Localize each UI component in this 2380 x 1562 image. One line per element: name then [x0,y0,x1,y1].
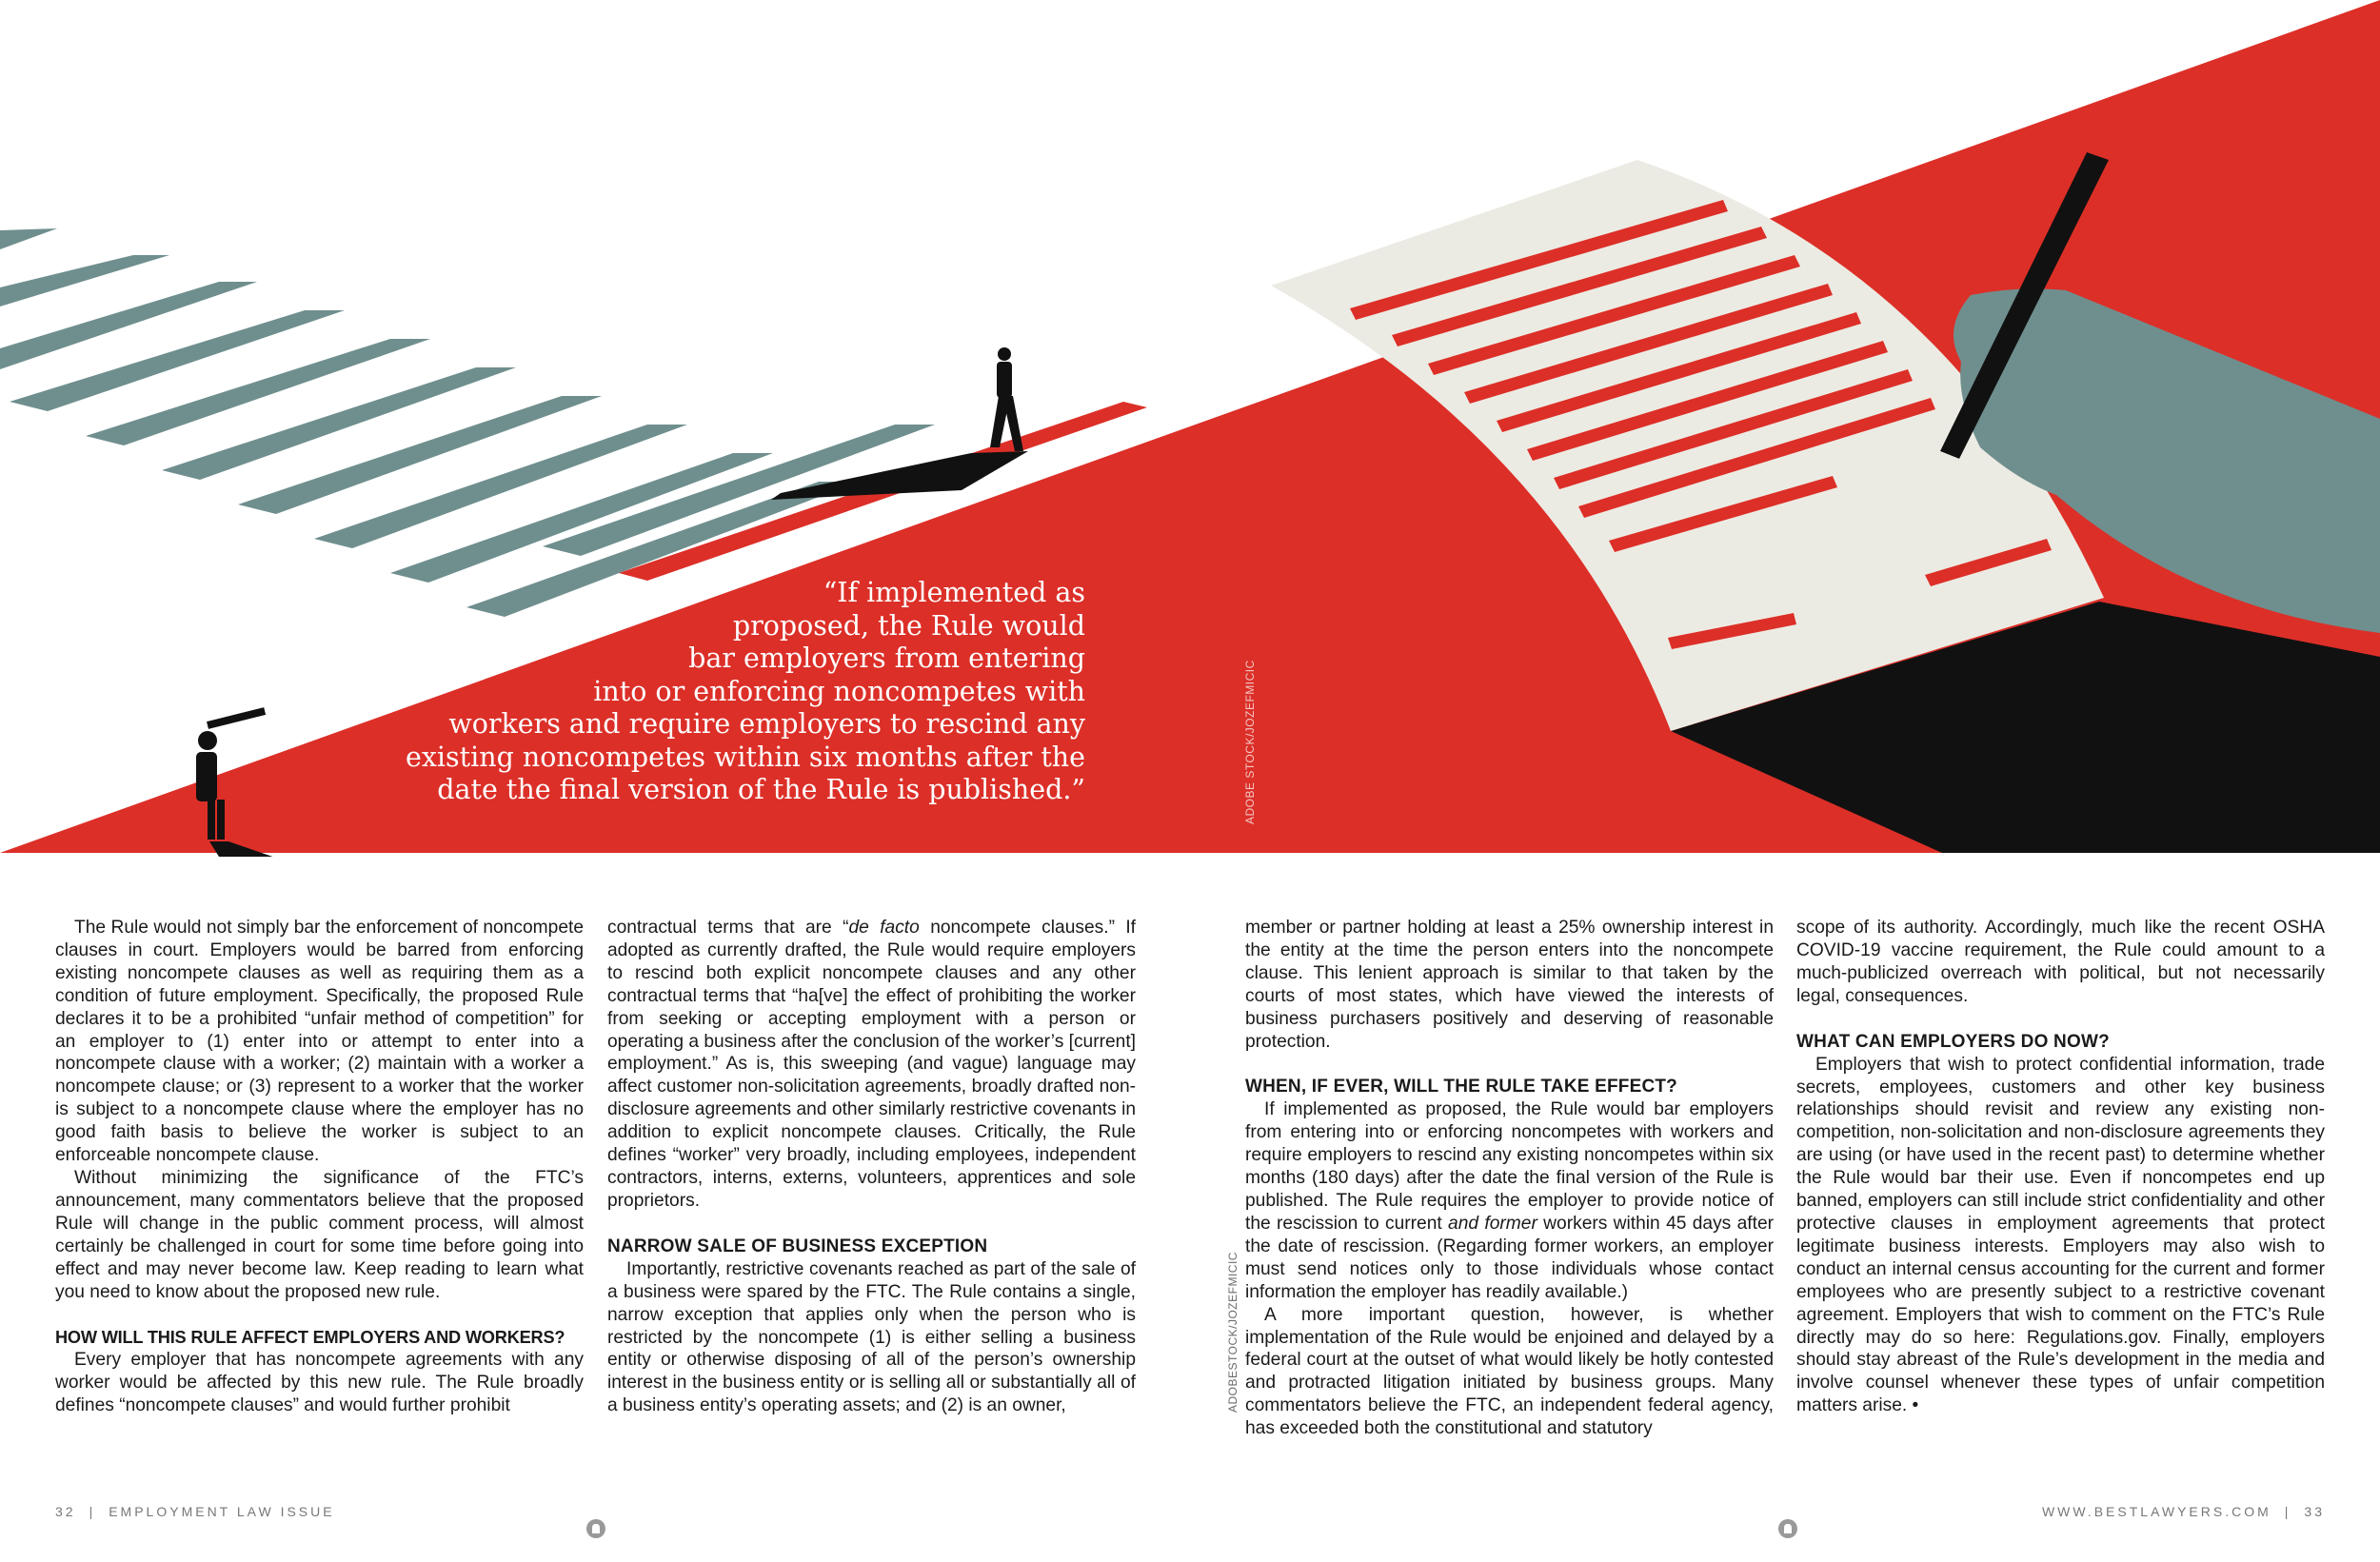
paragraph: A more important question, however, is whether implementation of the Rule would be enjoined and delayed by a federal court at the outset of what would likely be hotly contested and protracted litigation initiated by business groups. Many commentators believe the FTC, an independent federal agency, has exceeded both the constitutional and statutory [1245,1304,1774,1439]
pull-quote-line: workers and require employers to rescind any [448,708,1085,740]
photo-credit: ADOBE STOCK/JOZEFMICIC [1243,660,1257,824]
text-run: If implemented as proposed, the Rule would bar employers from entering into or enforcing noncompetes with workers and require employers to rescind any existing noncompetes within six months (180 days) after the date the final version of the Rule is published. The Rule requires the employer to provide notice of the rescission to current [1245,1099,1774,1234]
pull-quote-line: proposed, the Rule would [732,609,1085,642]
page-number: 32 [55,1504,76,1519]
article-column-2 [607,917,1136,1417]
article-column-4 [1796,917,2325,1417]
pull-quote-line: date the final version of the Rule is published.” [437,774,1085,805]
section-heading: NARROW SALE OF BUSINESS EXCEPTION [607,1236,988,1256]
italic-run: de facto [848,918,920,938]
paragraph: scope of its authority. Accordingly, much like the recent OSHA COVID-19 vaccine requirement, the Rule could amount to a much-publicized overreach with political, but not necessarily legal, consequences. [1796,918,2325,1006]
article-column-3 [1245,917,1774,1440]
footer-right [2042,1504,2325,1519]
text-run: workers within 45 days after the date of rescission. (Regarding former workers, an employer must send notices only to those individuals whose contact information the employer has readily available.) [1245,1213,1775,1302]
article-column-1 [55,917,584,1417]
pull-quote-line: into or enforcing noncompetes with [593,675,1085,707]
paragraph [1245,1098,1774,1303]
section-heading: WHEN, IF EVER, WILL THE RULE TAKE EFFECT? [1245,1077,1677,1097]
pull-quote-line: bar employers from entering [688,643,1085,674]
registration-mark-icon [586,1519,605,1538]
striped-path [0,228,935,617]
divider: | [89,1504,96,1519]
registration-mark-icon [1778,1519,1797,1538]
paragraph: Importantly, restrictive covenants reached as part of the sale of a business were spared by the FTC. The Rule contains a single, narrow exception that applies only when the person who is restricted by the noncompete (1) is either selling a business entity or otherwise disposing of all of the person’s ownership interest in the business entity or is selling all or substantially all of a business entity’s operating assets; and (2) is an owner, [607,1258,1136,1416]
website: WWW.BESTLAWYERS.COM [2041,1504,2271,1519]
footer-left [55,1504,335,1519]
paragraph: member or partner holding at least a 25% ownership interest in the entity at the time the person enters into the noncompete clause. This lenient approach is similar to that taken by the courts of most states, which have viewed the interests of business purchasers positively and deserving of reasonable protection. [1245,918,1774,1052]
paragraph: The Rule would not simply bar the enforcement of noncompete clauses in court. Employers would be barred from enforcing existing noncompete clauses as well as requiring them as a condition of future employment. Specifically, the proposed Rule declares it to be a prohibited “unfair method of competition” for an employer to (1) enter into or attempt to enter into a noncompete clause with a worker; (2) maintain with a worker a noncompete clause; or (3) represent to a worker that the worker is subject to a noncompete clause where the employer has no good faith basis to believe the worker is subject to an enforceable noncompete clause. [55,918,584,1166]
photo-credit-gutter: ADOBESTOCK/JOZEFMICIC [1226,1252,1240,1413]
text-run: noncompete clauses.” If adopted as currently drafted, the Rule would require employers to rescind both explicit noncompete clauses and any other contractual terms that “ha[ve] the effect of prohibiting the worker from seeking or accepting employment with a person or operating a business after the conclusion of the worker’s [current] employment.” As is, this sweeping (and vague) language may affect customer non-solicitation agreements, broadly drafted non-disclosure agreements and other similarly restrictive covenants in addition to explicit noncompete clauses. Critically, the Rule defines “worker” very broadly, including employees, independent contractors, interns, externs, volunteers, apprentices and sole proprietors. [607,918,1136,1211]
paragraph: Without minimizing the significance of the FTC’s announcement, many commentators believe that the proposed Rule will change in the public comment process, will almost certainly be challenged in court for some time before going into effect and may never become law. Keep reading to learn what you need to know about the proposed new rule. [55,1167,584,1302]
pull-quote-line: existing noncompetes within six months after the [405,741,1085,773]
paragraph [607,917,1136,1213]
paragraph: Employers that wish to protect confidential information, trade secrets, employees, customers and other key business relationships should revisit and review any existing non-competition, non-solicitation and non-disclosure agreements they are using (or have used in the recent past) to determine whether the Rule would bar their use. Even if noncompetes end up banned, employers can still include strict confidentiality and other protective clauses in employment agreements that protect legitimate business interests. Employers may also wish to conduct an internal census accounting for the current and former employees who are presently subject to a restrictive covenant agreement. Employers that wish to comment on the FTC’s Rule directly may do so here: Regulations.gov. Finally, employers should stay abreast of the Rule’s development in the media and involve counsel whenever these types of unfair competition matters arise. • [1796,1054,2325,1416]
page-number: 33 [2304,1504,2325,1519]
section-heading: HOW WILL THIS RULE AFFECT EMPLOYERS AND WORKERS? [55,1328,565,1348]
businessman-walking-icon [771,347,1028,500]
italic-run: and former [1448,1213,1537,1234]
text-run: contractual terms that are “ [607,918,849,938]
paragraph: Every employer that has noncompete agreements with any worker would be affected by this new rule. The Rule broadly defines “noncompete clauses” and would further prohibit [55,1350,584,1416]
section-heading: WHAT CAN EMPLOYERS DO NOW? [1796,1031,2110,1052]
section-name: EMPLOYMENT LAW ISSUE [109,1504,335,1519]
pull-quote-line: “If implemented as [823,577,1085,608]
divider: | [2284,1504,2291,1519]
pull-quote [362,577,1085,807]
